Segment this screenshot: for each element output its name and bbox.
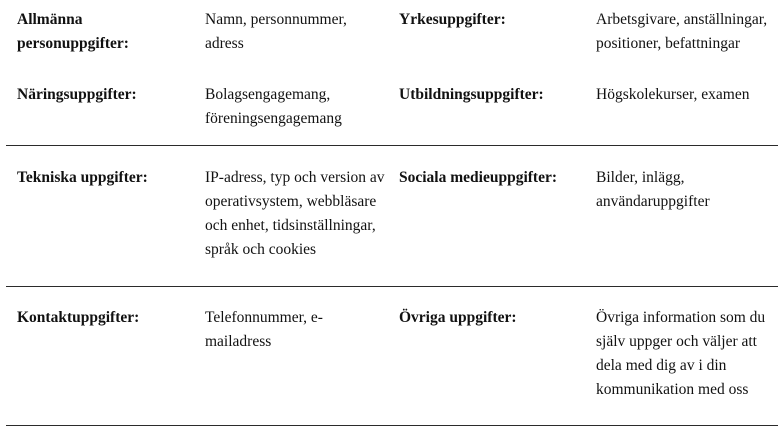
- table-row: [6, 0, 778, 84]
- category-label: Tekniska uppgifter:: [17, 169, 148, 186]
- category-value: Arbetsgivare, anställningar, positioner, befattningar: [596, 11, 768, 52]
- category-label: Allmänna personuppgifter:: [17, 11, 129, 52]
- table-row: [6, 146, 778, 287]
- category-label: Utbildningsuppgifter:: [399, 86, 544, 103]
- category-value: IP-adress, typ och version av operativsystem, webbläsare och enhet, tidsinställningar, språk och cookies: [205, 169, 385, 258]
- table-row: [6, 287, 778, 426]
- personal-data-table: [6, 0, 778, 426]
- category-label: Yrkesuppgifter:: [399, 11, 506, 28]
- category-value: Högskolekurser, examen: [596, 86, 750, 103]
- category-value: Övriga information som du själv uppger och väljer att dela med dig av i din kommunikation med oss: [596, 309, 766, 398]
- category-label: Näringsuppgifter:: [17, 86, 137, 103]
- category-label: Sociala medieuppgifter:: [399, 169, 557, 186]
- category-label: Kontaktuppgifter:: [17, 309, 140, 326]
- category-label: Övriga uppgifter:: [399, 309, 517, 326]
- category-value: Bilder, inlägg, användaruppgifter: [596, 169, 710, 210]
- category-value: Bolagsengagemang, föreningsengagemang: [205, 86, 342, 127]
- category-value: Namn, personnummer, adress: [205, 11, 347, 52]
- category-value: Telefonnummer, e-mailadress: [205, 309, 323, 350]
- table-row: [6, 84, 778, 146]
